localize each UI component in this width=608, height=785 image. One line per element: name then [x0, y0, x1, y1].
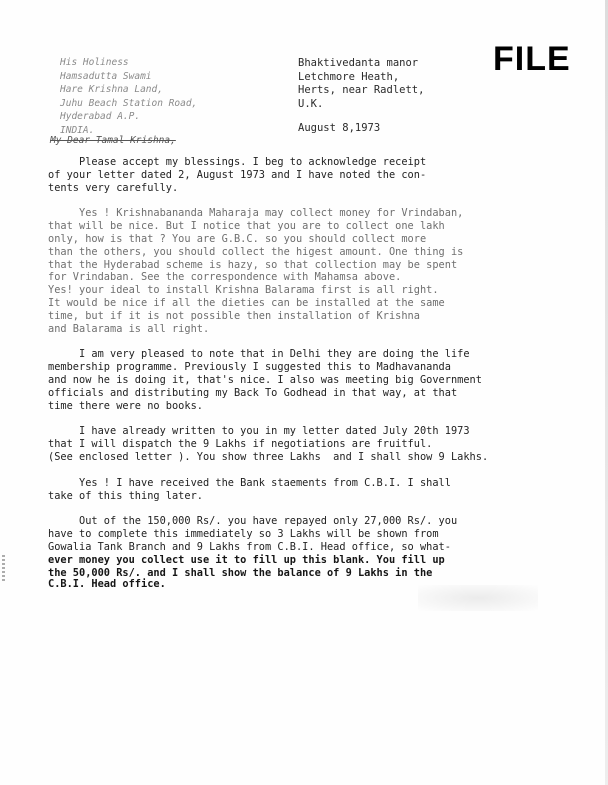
body-paragraph	[48, 515, 588, 591]
sender-address-block	[298, 57, 424, 111]
sender-line: U.K.	[298, 97, 324, 110]
paragraph-line: time there were no books.	[48, 399, 203, 412]
paragraph-line: time, but if it is not possible then installation of Krishna	[48, 309, 420, 322]
paragraph-line: C.B.I. Head office.	[48, 578, 166, 591]
paragraph-line: have to complete this immediately so 3 Lakhs will be shown from	[48, 528, 439, 541]
sender-line: Bhaktivedanta manor	[298, 57, 419, 69]
salutation: My Dear Tamal Krishna,	[50, 135, 176, 146]
paragraph-line: Please accept my blessings. I beg to acknowledge receipt	[48, 156, 427, 168]
paragraph-line: (See enclosed letter ). You show three Lakhs and I shall show 9 Lakhs.	[48, 450, 489, 463]
paragraph-line: and now he is doing it, that's nice. I also was meeting big Government	[48, 373, 482, 386]
paragraph-line: tents very carefully.	[48, 181, 179, 194]
paragraph-line: for Vrindaban. See the correspondence with Mahamsa above.	[48, 271, 402, 284]
recipient-line: INDIA.	[60, 124, 95, 136]
paragraph-line: I have already written to you in my letter dated July 20th 1973	[48, 425, 470, 438]
recipient-line: Hyderabad A.P.	[60, 111, 141, 122]
paragraph-line: that the Hyderabad scheme is hazy, so that collection may be spent	[48, 258, 458, 271]
paragraph-line: membership programme. Previously I suggested this to Madhavananda	[48, 361, 451, 374]
paragraph-line: ever money you collect use it to fill up this blank. You fill up	[48, 553, 445, 566]
paragraph-line: the 50,000 Rs/. and I shall show the balance of 9 Lakhs in the	[48, 566, 433, 579]
sender-line: Letchmore Heath,	[298, 70, 400, 83]
paragraph-line: take of this thing later.	[48, 489, 203, 502]
paragraph-line: officials and distributing my Back To Godhead in that way, at that	[48, 386, 458, 399]
paragraph-line: that will be nice. But I notice that you are to collect one lakh	[48, 220, 445, 233]
recipient-address-block	[50, 56, 198, 146]
paragraph-line: Yes! your ideal to install Krishna Balarama first is all right.	[48, 284, 439, 297]
paragraph-line: I am very pleased to note that in Delhi they are doing the life	[48, 348, 470, 361]
body-paragraph	[48, 156, 588, 194]
paragraph-line: Yes ! Krishnabananda Maharaja may collect money for Vrindaban,	[48, 207, 464, 220]
paragraph-line: only, how is that ? You are G.B.C. so you should collect more	[48, 232, 427, 245]
body-paragraph	[48, 477, 588, 503]
paragraph-line: Out of the 150,000 Rs/. you have repayed only 27,000 Rs/. you	[48, 515, 458, 528]
scan-smudge	[418, 585, 538, 611]
body-paragraph	[48, 425, 588, 463]
scan-edge-mark	[2, 555, 5, 581]
recipient-line: Juhu Beach Station Road,	[60, 97, 198, 109]
body-paragraph	[48, 207, 588, 335]
paragraph-line: of your letter dated 2, August 1973 and I have noted the con-	[48, 168, 427, 181]
recipient-line: His Holiness	[60, 57, 129, 68]
paragraph-line: It would be nice if all the dieties can be installed at the same	[48, 296, 445, 309]
paragraph-line: and Balarama is all right.	[48, 322, 210, 335]
paragraph-line: that I will dispatch the 9 Lakhs if negotiations are fruitful.	[48, 438, 433, 451]
letter-date: August 8,1973	[298, 122, 381, 134]
file-stamp: FILE	[493, 40, 571, 78]
body-paragraph	[48, 348, 588, 412]
paragraph-line: Gowalia Tank Branch and 9 Lakhs from C.B.I. Head office, so what-	[48, 540, 451, 553]
sender-line: Herts, near Radlett,	[298, 84, 425, 97]
recipient-line: Hamsadutta Swami	[60, 70, 152, 82]
letter-body	[48, 156, 588, 597]
paragraph-line: Yes ! I have received the Bank staements from C.B.I. I shall	[48, 476, 451, 489]
paragraph-line: than the others, you should collect the higest amount. One thing is	[48, 245, 464, 258]
recipient-line: Hare Krishna Land,	[60, 84, 163, 95]
